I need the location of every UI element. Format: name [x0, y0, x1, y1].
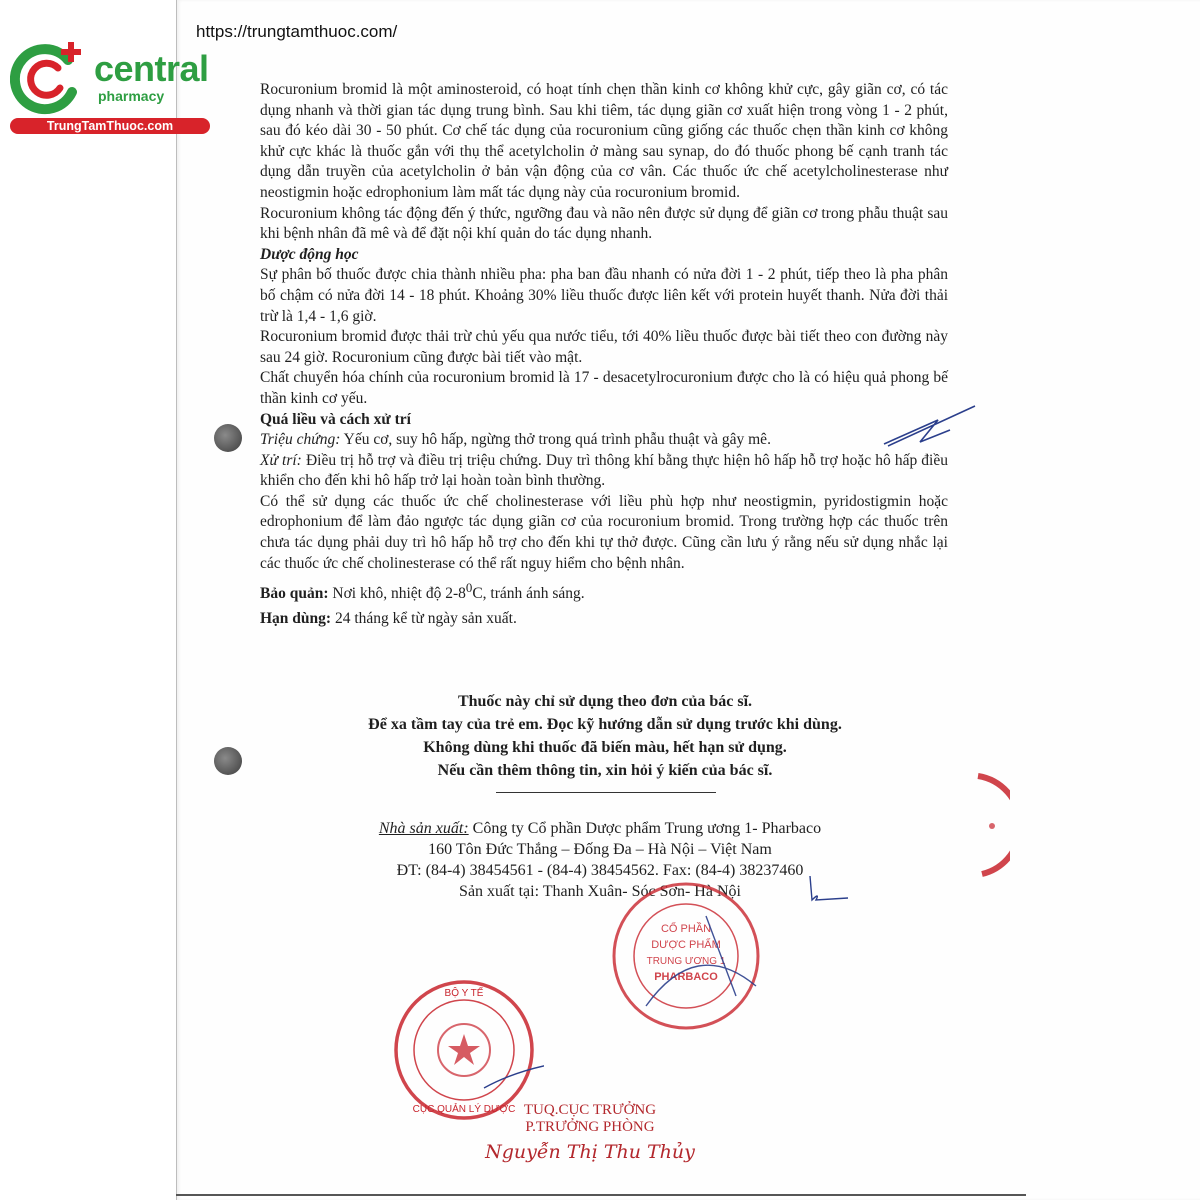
manufacturer-label: Nhà sản xuất: — [378, 820, 469, 837]
treatment-label: Xử trí: — [260, 451, 302, 469]
warning-line: Thuốc này chỉ sử dụng theo đơn của bác sĩ. — [457, 693, 753, 710]
warnings-block — [260, 690, 950, 782]
signatory-block — [460, 1102, 720, 1161]
initial-signature-icon — [880, 402, 980, 450]
ministry-stamp-bottom: CỤC QUẢN LÝ DƯỢC — [412, 1104, 516, 1115]
warning-line: Để xa tầm tay của trẻ em. Đọc kỹ hướng dẫn sử dụng trước khi dùng. — [368, 716, 842, 733]
manufacturer-phone: ĐT: (84-4) 38454561 - (84-4) 38454562. Fax: (84-4) 38237460 — [396, 862, 804, 879]
symptoms-text: Yếu cơ, suy hô hấp, ngừng thở trong quá trình phẫu thuật và gây mê. — [340, 431, 771, 449]
page-bottom-edge — [176, 1194, 1026, 1196]
expiry-text: 24 tháng kể từ ngày sản xuất. — [331, 610, 517, 627]
overdose-heading: Quá liều và cách xử trí — [260, 410, 411, 428]
manufacturer-factory: Sản xuất tại: Thanh Xuân- Sóc Sơn- Hà Nội — [459, 883, 741, 900]
storage-text: Nơi khô, nhiệt độ 2-8 — [328, 585, 466, 603]
company-stamp-icon — [606, 876, 766, 1036]
company-stamp-line: DƯỢC PHẨM — [651, 939, 721, 951]
logo-emblem-icon — [10, 38, 92, 118]
small-signature-icon — [780, 870, 850, 910]
pharmacokinetics-paragraph-2: Rocuronium bromid được thải trừ chủ yếu qua nước tiểu, tới 40% liều thuốc được bài tiết theo con đường này sau 24 giờ. Rocuronium cũng được bài tiết vào mật. — [260, 328, 948, 366]
manufacturer-address: 160 Tôn Đức Thắng – Đống Đa – Hà Nội – Việt Nam — [428, 841, 772, 858]
pharmacokinetics-paragraph-3: Chất chuyển hóa chính của rocuronium bromid là 17 - desacetylrocuronium được cho là có hiệu quả phong bế thần kinh cơ yếu. — [260, 369, 948, 407]
expiry-line — [260, 609, 948, 630]
company-stamp-line: TRUNG ƯƠNG 1 — [646, 956, 726, 967]
expiry-label: Hạn dùng: — [260, 610, 332, 627]
logo-site-bar: TrungTamThuoc.com — [10, 118, 210, 134]
divider — [496, 792, 716, 793]
storage-text-end: C, tránh ánh sáng. — [472, 585, 585, 603]
storage-degree: 0 — [465, 580, 473, 596]
symptoms-label: Triệu chứng: — [260, 431, 341, 449]
manufacturer-name-line — [340, 818, 860, 839]
punch-hole-icon — [214, 747, 242, 775]
signatory-name: Nguyễn Thị Thu Thủy — [485, 1141, 695, 1163]
ministry-stamp-top: BỘ Y TẾ — [444, 988, 484, 999]
treatment-text: Điều trị hỗ trợ và điều trị triệu chứng. Duy trì thông khí bằng thực hiện hô hấp hỗ trợ hoặc hô hấp điều khiển cho đến khi hô hấp trở lại hoàn toàn bình thường. — [260, 451, 948, 490]
logo-brand-text: central — [94, 48, 209, 89]
pharmacodynamics-paragraph: Rocuronium bromid là một aminosteroid, có hoạt tính chẹn thần kinh cơ không khử cực, gây giãn cơ, có tác dụng nhanh và thời gian tác dụng trung bình. Sau khi tiêm, tác dụng giãn cơ xuất hiện trong vòng 1 - 2 phút, sau đó kéo dài 30 - 50 phút. Cơ chế tác dụng của rocuronium cũng giống các thuốc chẹn thần kinh cơ không khử cực khác là thuốc gắn với thụ thể acetylcholin ở màng sau synap, do đó thuốc phong bế cạnh tranh tác dụng dẫn truyền của acetylcholin ở bản vận động của cơ vân. Các thuốc ức chế acetylcholinesterase như neostigmin hoặc edrophonium làm mất tác dụng này của rocuronium bromid. — [260, 81, 948, 201]
treatment-paragraph — [260, 451, 948, 492]
indication-paragraph: Rocuronium không tác động đến ý thức, ngưỡng đau và não nên được sử dụng để giãn cơ trong phẫu thuật sau khi bệnh nhân đã mê và để đặt nội khí quản do tác dụng nhanh. — [260, 204, 948, 243]
signatory-title-1: TUQ.CỤC TRƯỞNG — [523, 1102, 657, 1118]
pharmacokinetics-paragraph-1: Sự phân bố thuốc được chia thành nhiều pha: pha ban đầu nhanh có nửa đời 1 - 2 phút, tiếp theo là pha phân bố chậm có nửa đời 14 - 18 phút. Khoảng 30% liều thuốc được liên kết với protein huyết thanh. Nửa đời thải trừ là 1,4 - 1,6 giờ. — [260, 266, 948, 325]
logo-sub-text: pharmacy — [98, 88, 165, 104]
central-pharmacy-logo[interactable] — [10, 38, 215, 138]
warning-line: Không dùng khi thuốc đã biến màu, hết hạn sử dụng. — [423, 739, 787, 756]
pharmacokinetics-heading: Dược động học — [260, 245, 359, 263]
symptoms-paragraph — [260, 430, 948, 451]
edge-stamp-fragment-icon — [970, 770, 1010, 880]
document-body — [260, 80, 948, 630]
punch-hole-icon — [214, 424, 242, 452]
storage-line — [260, 578, 948, 605]
manufacturer-name: Công ty Cổ phần Dược phẩm Trung ương 1- Pharbaco — [468, 820, 822, 837]
company-stamp-line: PHARBACO — [654, 971, 718, 983]
source-url[interactable]: https://trungtamthuoc.com/ — [196, 22, 398, 41]
storage-label: Bảo quản: — [260, 585, 329, 603]
warning-line: Nếu cần thêm thông tin, xin hỏi ý kiến của bác sĩ. — [437, 762, 773, 779]
company-stamp-line: CỔ PHẦN — [660, 923, 712, 935]
signatory-title-2: P.TRƯỞNG PHÒNG — [525, 1119, 655, 1135]
antidote-paragraph: Có thể sử dụng các thuốc ức chế cholinesterase với liều phù hợp như neostigmin, pyridostigmin hoặc edrophonium để làm đảo ngược tác dụng giãn cơ của rocuronium bromid. Trong trường hợp các thuốc trên chưa tác dụng phải duy trì hô hấp hỗ trợ cho đến khi tự thở được. Cũng cần lưu ý rằng nếu sử dụng nhắc lại các thuốc ức chế cholinesterase có thể rất nguy hiểm cho bệnh nhân. — [260, 492, 948, 572]
